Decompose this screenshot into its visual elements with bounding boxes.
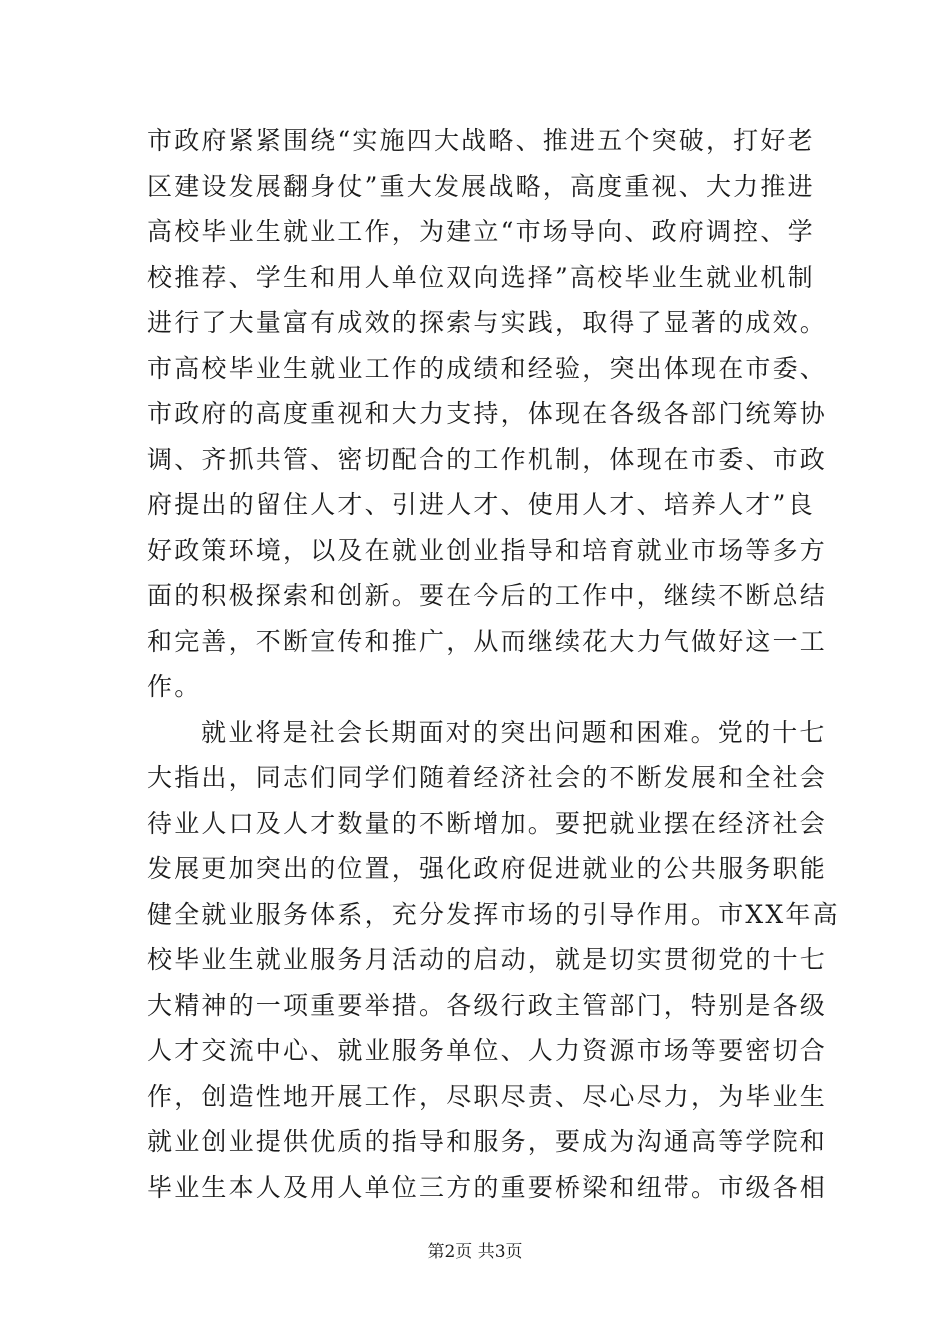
text-line: 进行了大量富有成效的探索与实践，取得了显著的成效。 xyxy=(147,308,828,337)
text-line: 待业人口及人才数量的不断增加。要把就业摆在经济社会 xyxy=(147,808,828,838)
text-line: 作。 xyxy=(147,672,202,701)
text-line: 调、齐抓共管、密切配合的工作机制，体现在市委、市政 xyxy=(147,444,828,474)
text-line: 市政府紧紧围绕“实施四大战略、推进五个突破，打好老 xyxy=(147,126,815,155)
page-number: 第2页 共3页 xyxy=(427,1242,523,1262)
text-line: 作，创造性地开展工作，尽职尽责、尽心尽力，为毕业生 xyxy=(147,1081,828,1111)
text-line: 好政策环境，以及在就业创业指导和培育就业市场等多方 xyxy=(147,535,828,565)
text-line: 市高校毕业生就业工作的成绩和经验，突出体现在市委、 xyxy=(147,353,828,383)
text-line: 市政府的高度重视和大力支持，体现在各级各部门统筹协 xyxy=(147,399,828,428)
text-line: 大精神的一项重要举措。各级行政主管部门，特别是各级 xyxy=(147,990,828,1020)
text-line: 和完善，不断宣传和推广，从而继续花大力气做好这一工 xyxy=(147,626,828,656)
text-line: 校推荐、学生和用人单位双向选择”高校毕业生就业机制 xyxy=(147,262,815,292)
text-line: 区建设发展翻身仗”重大发展战略，高度重视、大力推进 xyxy=(147,171,815,201)
body-text xyxy=(147,118,840,1210)
paragraph-first-line: 就业将是社会长期面对的突出问题和困难。党的十七 xyxy=(201,717,827,747)
text-line: 面的积极探索和创新。要在今后的工作中，继续不断总结 xyxy=(147,581,828,610)
text-line: 就业创业提供优质的指导和服务，要成为沟通高等学院和 xyxy=(147,1127,828,1156)
text-line: 人才交流中心、就业服务单位、人力资源市场等要密切合 xyxy=(147,1036,828,1065)
page-footer xyxy=(0,1240,950,1264)
text-line: 高校毕业生就业工作，为建立“市场导向、政府调控、学 xyxy=(147,217,815,246)
text-line: 校毕业生就业服务月活动的启动，就是切实贯彻党的十七 xyxy=(147,945,828,974)
text-line: 健全就业服务体系，充分发挥市场的引导作用。市XX年高 xyxy=(147,899,840,929)
text-line: 发展更加突出的位置，强化政府促进就业的公共服务职能 xyxy=(147,854,828,883)
text-line: 大指出，同志们同学们随着经济社会的不断发展和全社会 xyxy=(147,763,828,792)
text-line: 毕业生本人及用人单位三方的重要桥梁和纽带。市级各相 xyxy=(147,1172,828,1202)
text-line: 府提出的留住人才、引进人才、使用人才、培养人才”良 xyxy=(147,490,815,519)
